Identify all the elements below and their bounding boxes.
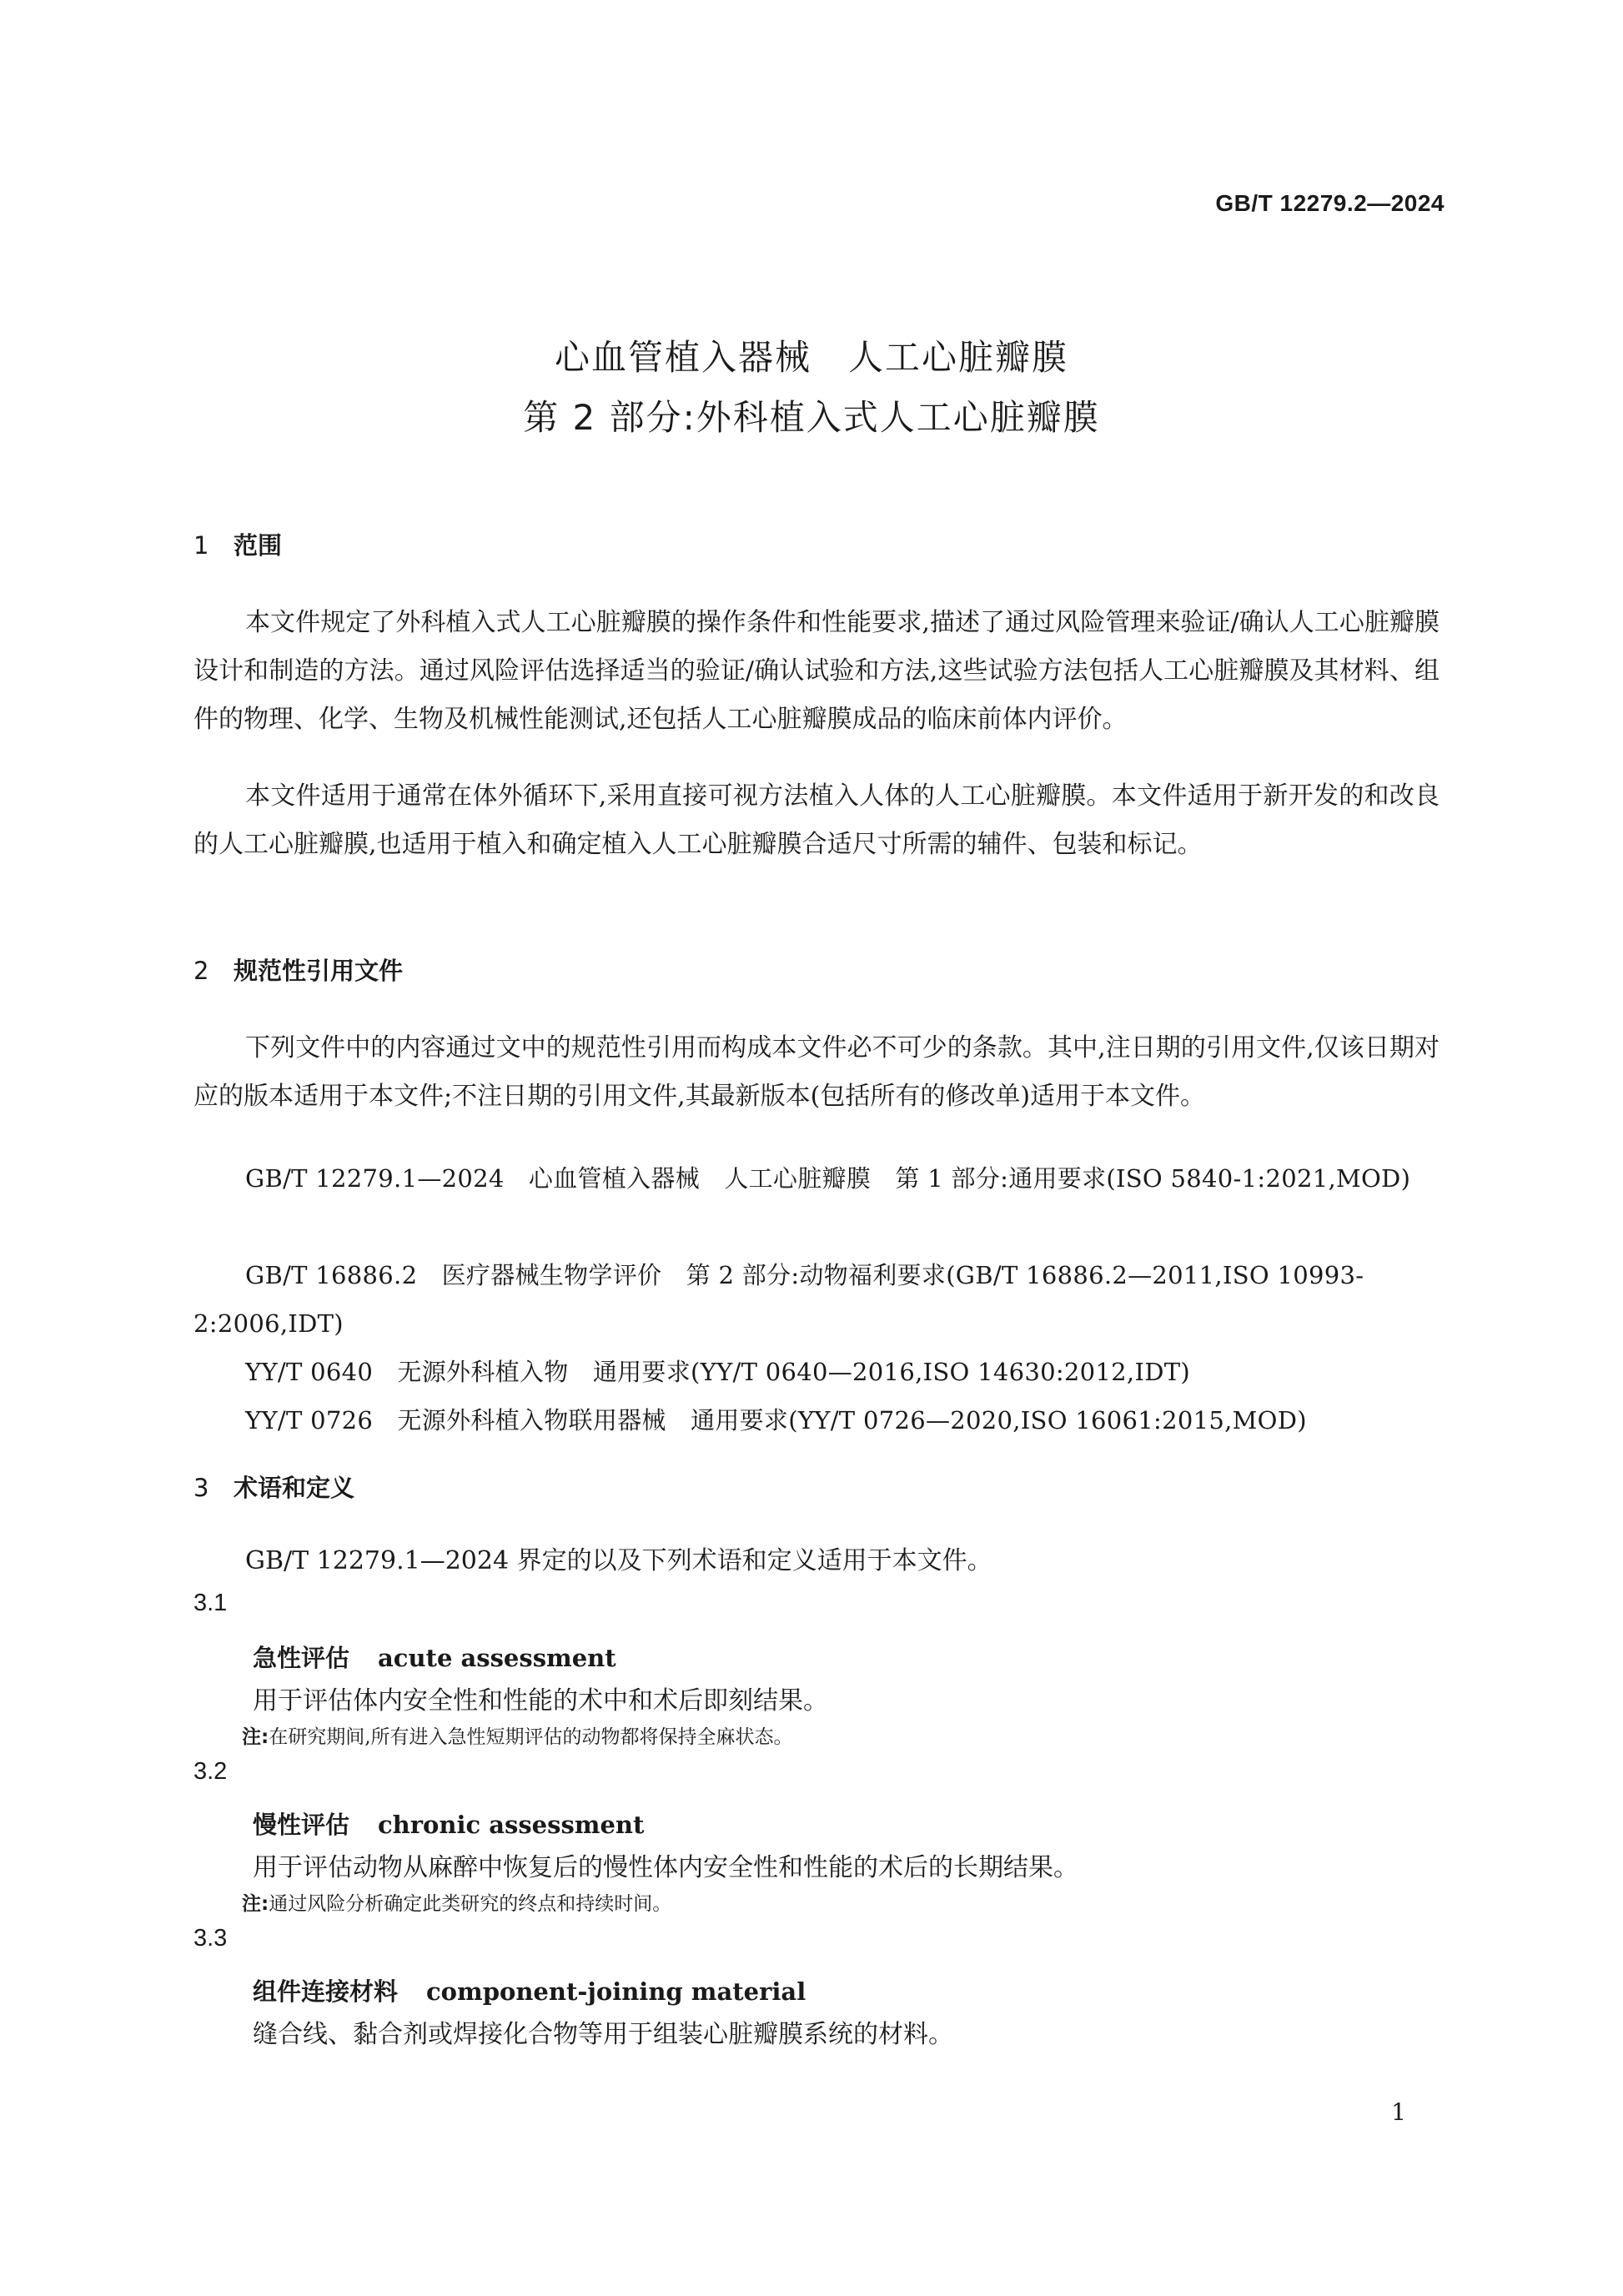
standard-code-header: GB/T 12279.2—2024 xyxy=(1215,190,1445,216)
normative-reference-2: GB/T 16886.2 医疗器械生物学评价 第 2 部分:动物福利要求(GB/T 16886.2—2011,ISO 10993-2:2006,IDT) xyxy=(193,1261,1364,1338)
term-heading xyxy=(253,1806,644,1841)
scope-paragraph-1: 本文件规定了外科植入式人工心脏瓣膜的操作条件和性能要求,描述了通过风险管理来验证/确认人工心脏瓣膜设计和制造的方法。通过风险评估选择适当的验证/确认试验和方法,这些试验方法包括人工心脏瓣膜及其材料、组件的物理、化学、生物及机械性能测试,还包括人工心脏瓣膜成品的临床前体内评价。 xyxy=(193,608,1440,734)
term-english: acute assessment xyxy=(378,1644,616,1672)
normative-reference-1: GB/T 12279.1—2024 心血管植入器械 人工心脏瓣膜 第 1 部分:通用要求(ISO 5840-1:2021,MOD) xyxy=(245,1164,1411,1193)
term-note xyxy=(242,1888,671,1916)
term-chinese: 慢性评估 xyxy=(253,1811,350,1839)
section-title: 术语和定义 xyxy=(234,1474,355,1502)
document-title-line2: 第 2 部分:外科植入式人工心脏瓣膜 xyxy=(523,397,1100,438)
note-text: 通过风险分析确定此类研究的终点和持续时间。 xyxy=(269,1893,672,1915)
term-definition: 用于评估体内安全性和性能的术中和术后即刻结果。 xyxy=(253,1686,828,1716)
section-heading-terms-definitions xyxy=(193,1470,354,1504)
note-label: 注: xyxy=(242,1726,269,1748)
term-chinese: 组件连接材料 xyxy=(253,1977,399,2006)
note-text: 在研究期间,所有进入急性短期评估的动物都将保持全麻状态。 xyxy=(269,1726,793,1748)
note-label: 注: xyxy=(242,1893,269,1915)
normative-reference-4: YY/T 0726 无源外科植入物联用器械 通用要求(YY/T 0726—2020,ISO 16061:2015,MOD) xyxy=(245,1406,1307,1434)
term-heading xyxy=(253,1640,616,1674)
section-title: 规范性引用文件 xyxy=(234,957,404,985)
term-heading xyxy=(253,1973,806,2007)
section-number: 2 xyxy=(193,957,209,985)
term-note xyxy=(242,1721,793,1749)
term-english: chronic assessment xyxy=(378,1811,645,1839)
normative-reference-3: YY/T 0640 无源外科植入物 通用要求(YY/T 0640—2016,ISO 14630:2012,IDT) xyxy=(245,1358,1191,1386)
scope-paragraph-2: 本文件适用于通常在体外循环下,采用直接可视方法植入人体的人工心脏瓣膜。本文件适用于新开发的和改良的人工心脏瓣膜,也适用于植入和确定植入人工心脏瓣膜合适尺寸所需的辅件、包装和标记。 xyxy=(193,781,1440,859)
page-number: 1 xyxy=(1391,2098,1406,2126)
terms-intro: GB/T 12279.1—2024 界定的以及下列术语和定义适用于本文件。 xyxy=(245,1546,992,1575)
document-title-line1: 心血管植入器械 人工心脏瓣膜 xyxy=(554,337,1068,378)
term-definition: 缝合线、黏合剂或焊接化合物等用于组装心脏瓣膜系统的材料。 xyxy=(253,2020,953,2049)
term-number: 3.1 xyxy=(193,1590,228,1616)
term-definition: 用于评估动物从麻醉中恢复后的慢性体内安全性和性能的术后的长期结果。 xyxy=(253,1853,1078,1882)
section-title: 范围 xyxy=(234,531,283,560)
term-number: 3.3 xyxy=(193,1925,228,1952)
section-heading-normative-references xyxy=(193,952,403,987)
term-english: component-joining material xyxy=(426,1977,806,2006)
section-number: 3 xyxy=(193,1474,209,1502)
term-number: 3.2 xyxy=(193,1758,228,1785)
normative-intro-paragraph: 下列文件中的内容通过文中的规范性引用而构成本文件必不可少的条款。其中,注日期的引用文件,仅该日期对应的版本适用于本文件;不注日期的引用文件,其最新版本(包括所有的修改单)适用于本文件。 xyxy=(193,1033,1440,1111)
section-number: 1 xyxy=(193,531,209,560)
section-heading-scope xyxy=(193,527,282,561)
term-chinese: 急性评估 xyxy=(253,1644,350,1672)
